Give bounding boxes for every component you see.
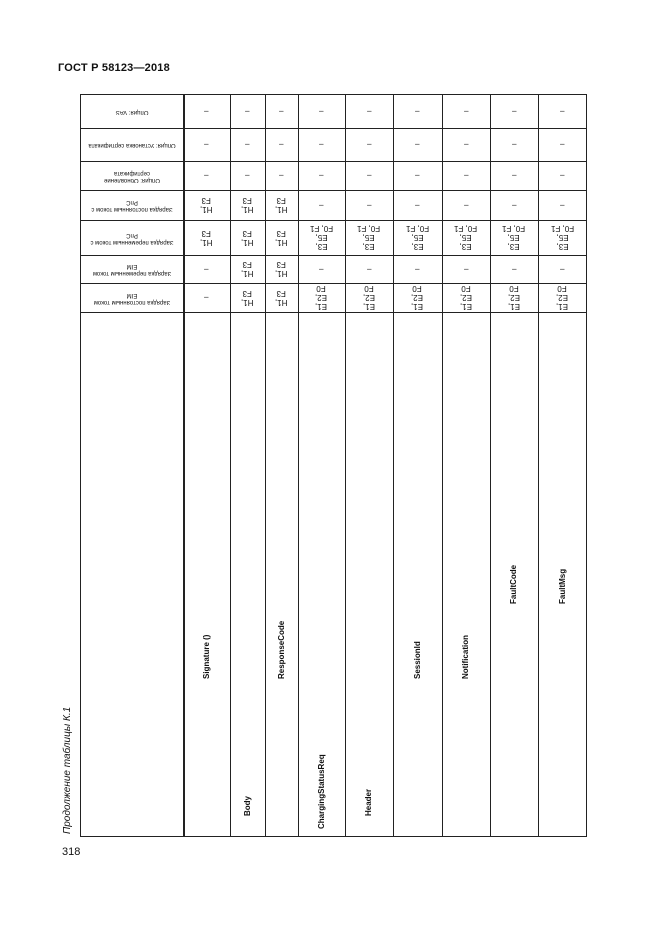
table-cell: H1, F3	[241, 228, 254, 247]
table-cell: H1, F3	[241, 260, 254, 278]
table-cell: –	[415, 264, 420, 274]
table-cell: H1, F3	[241, 196, 254, 214]
row-name: ResponseCode	[276, 620, 286, 679]
table-cell: –	[463, 140, 469, 149]
column-divider	[230, 94, 231, 837]
row-divider	[80, 161, 587, 162]
table-cell: –	[204, 264, 209, 274]
table-cell: –	[560, 171, 565, 180]
column-header: Опция: Установка сертификата	[87, 142, 176, 148]
table-cell: –	[560, 106, 565, 116]
table-cell: –	[245, 140, 250, 149]
row-name: FaultCode	[509, 564, 518, 604]
column-divider	[298, 94, 299, 837]
table-cell: E1, E2, F0	[459, 284, 472, 311]
table-cell: –	[463, 171, 469, 180]
row-divider	[80, 128, 587, 129]
page-number: 318	[62, 846, 81, 858]
table-cell: –	[366, 264, 372, 274]
table-cell: –	[511, 264, 517, 274]
table-cell: –	[245, 171, 250, 180]
column-divider	[265, 94, 266, 837]
row-name: Signature ()	[201, 634, 211, 679]
column-header: Зарядка переменным током с PnC	[89, 231, 174, 245]
table-cell: –	[204, 140, 209, 149]
table-cell: –	[204, 171, 209, 180]
table-cell: E3, E5, F0, F1	[550, 224, 575, 251]
table-cell: E3, E5, F0, F1	[502, 224, 526, 251]
table-cell: E1, E2, F0	[507, 284, 520, 311]
row-name: FaultMsg	[557, 568, 567, 604]
table-cell: –	[463, 106, 469, 116]
table-cell: –	[204, 106, 209, 116]
table-cell: H1, F3	[275, 260, 288, 278]
table-cell: –	[511, 200, 517, 210]
table-cell: –	[279, 106, 284, 116]
table-cell: E1, E2, F0	[362, 284, 375, 311]
table-cell: –	[245, 106, 250, 116]
requirements-table	[80, 94, 587, 837]
table-cell: –	[560, 200, 565, 210]
table-cell: –	[511, 106, 517, 116]
table-cell: –	[415, 171, 420, 180]
column-divider	[490, 94, 491, 837]
row-name: Notification	[461, 635, 470, 679]
table-cell: –	[204, 293, 209, 302]
column-header: Зарядка постоянным током EIM	[93, 291, 170, 305]
table-cell: –	[511, 140, 517, 149]
row-name: Header	[364, 788, 373, 816]
table-cell: –	[415, 140, 420, 149]
column-divider	[183, 94, 185, 837]
table-cell: H1, F3	[275, 196, 288, 214]
table-cell: H1, F3	[200, 196, 213, 214]
table-cell: –	[415, 200, 420, 210]
continuation-label: Продолжение таблицы К.1	[62, 706, 73, 834]
column-divider	[442, 94, 443, 837]
table-cell: –	[319, 140, 324, 149]
table-cell: –	[463, 264, 469, 274]
table-cell: E3, E5, F0, F1	[309, 224, 334, 251]
row-divider	[80, 312, 587, 313]
table-cell: E1, E2, F0	[411, 284, 424, 311]
table-cell: E3, E5, F0, F1	[454, 224, 478, 251]
column-divider	[393, 94, 394, 837]
row-divider	[80, 255, 587, 256]
table-cell: –	[319, 264, 324, 274]
column-header: Зарядка переменным током EIM	[92, 263, 171, 276]
table-cell: –	[366, 171, 372, 180]
table-cell: H1, F3	[241, 288, 254, 307]
table-cell: –	[319, 106, 324, 116]
table-cell: H1, F3	[275, 228, 288, 247]
table-cell: –	[319, 171, 324, 180]
table-cell: –	[560, 140, 565, 149]
row-name: SessionId	[412, 641, 422, 679]
table-cell: –	[366, 200, 372, 210]
table-cell: H1, F3	[200, 228, 213, 247]
column-header: Опция: Обновление сертификата	[103, 169, 160, 183]
table-cell: E1, E2, F0	[556, 284, 569, 311]
column-header: Опция: VAS	[115, 108, 148, 115]
row-divider	[80, 220, 587, 221]
table-cell: E3, E5, F0, F1	[357, 224, 381, 251]
column-divider	[538, 94, 539, 837]
row-divider	[80, 190, 587, 191]
table-cell: –	[319, 200, 324, 210]
column-header: Зарядка постоянным током с PnC	[90, 199, 173, 212]
standard-header: ГОСТ Р 58123—2018	[58, 62, 170, 74]
table-cell: H1, F3	[275, 288, 288, 307]
table-cell: –	[511, 171, 517, 180]
table-cell: –	[366, 106, 372, 116]
table-cell: E3, E5, F0, F1	[405, 224, 430, 251]
table-cell: E1, E2, F0	[315, 284, 328, 311]
table-cell: –	[366, 140, 372, 149]
table-cell: –	[560, 264, 565, 274]
row-name: Body	[242, 796, 252, 816]
table-cell: –	[279, 140, 284, 149]
table-cell: –	[415, 106, 420, 116]
table-cell: –	[463, 200, 469, 210]
column-divider	[345, 94, 346, 837]
row-name: ChargingStatusReq	[316, 754, 326, 829]
table-cell: –	[279, 171, 284, 180]
